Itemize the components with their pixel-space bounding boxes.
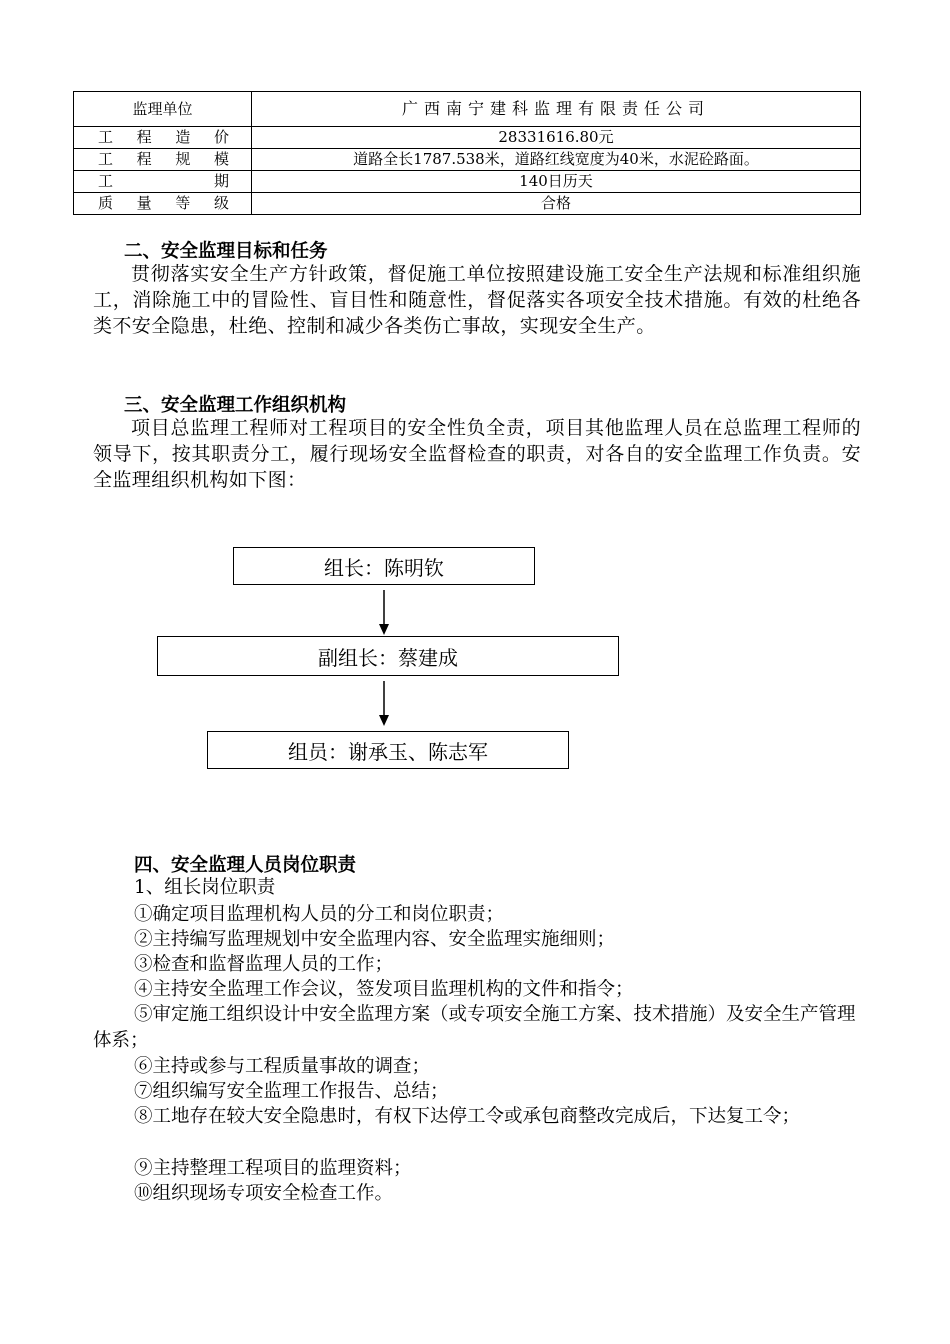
label-char: 程 xyxy=(136,128,152,146)
label-char: 价 xyxy=(213,128,229,146)
label-char: 量 xyxy=(136,194,152,212)
row-label xyxy=(74,127,252,149)
table-row xyxy=(74,149,861,171)
row-value: 140日历天 xyxy=(252,171,861,193)
label-char: 造 xyxy=(175,128,191,146)
org-leader-label: 组长：陈明钦 xyxy=(324,555,444,580)
row-label xyxy=(74,171,252,193)
row-value: 合格 xyxy=(252,193,861,215)
label-char: 模 xyxy=(213,150,229,168)
org-deputy-box xyxy=(157,636,619,676)
table-row xyxy=(74,171,861,193)
section-2-heading: 二、安全监理目标和任务 xyxy=(124,241,328,262)
org-deputy-label: 副组长：蔡建成 xyxy=(318,645,458,670)
project-info-table xyxy=(73,91,861,215)
down-arrow-icon xyxy=(376,681,392,727)
label-char: 工 xyxy=(98,128,114,146)
label-char: 质 xyxy=(98,194,114,212)
down-arrow-icon xyxy=(376,590,392,636)
duty-item: ①确定项目监理机构人员的分工和岗位职责； xyxy=(134,904,505,925)
section-3-body: 项目总监理工程师对工程项目的安全性负全责，项目其他监理人员在总监理工程师的领导下，按其职责分工，履行现场安全监督检查的职责，对各自的安全监理工作负责。安全监理组织机构如下图： xyxy=(93,417,861,491)
table-row xyxy=(74,127,861,149)
label-char: 规 xyxy=(175,150,191,168)
row-label: 监理单位 xyxy=(74,92,252,127)
row-label xyxy=(74,149,252,171)
org-leader-box xyxy=(233,547,535,585)
row-value: 广西南宁建科监理有限责任公司 xyxy=(252,92,861,127)
table-row xyxy=(74,193,861,215)
duty-item: ⑩组织现场专项安全检查工作。 xyxy=(134,1183,394,1204)
org-members-box xyxy=(207,731,569,769)
section-2-body: 贯彻落实安全生产方针政策，督促施工单位按照建设施工安全生产法规和标准组织施工，消除施工中的冒险性、盲目性和随意性，督促落实各项安全技术措施。有效的杜绝各类不安全隐患，杜绝、控制和减少各类伤亡事故，实现安全生产。 xyxy=(93,263,861,337)
label-char: 等 xyxy=(175,194,191,212)
duty-item: ⑧工地存在较大安全隐患时，有权下达停工令或承包商整改完成后，下达复工令； xyxy=(134,1106,801,1127)
table-row xyxy=(74,92,861,127)
duty-item: ⑥主持或参与工程质量事故的调查； xyxy=(134,1056,431,1077)
org-members-label: 组员：谢承玉、陈志军 xyxy=(288,739,488,764)
label-char: 工 xyxy=(98,172,114,190)
label-char: 级 xyxy=(213,194,229,212)
label-char: 工 xyxy=(98,150,114,168)
row-label xyxy=(74,193,252,215)
duty-item: ⑦组织编写安全监理工作报告、总结； xyxy=(134,1081,449,1102)
row-value: 道路全长1787.538米，道路红线宽度为40米，水泥砼路面。 xyxy=(252,149,861,171)
duty-item: ⑨主持整理工程项目的监理资料； xyxy=(134,1158,412,1179)
section-3-heading: 三、安全监理工作组织机构 xyxy=(124,395,347,416)
label-char: 程 xyxy=(136,150,152,168)
duty-item: ④主持安全监理工作会议，签发项目监理机构的文件和指令； xyxy=(134,979,634,1000)
duty-item: ③检查和监督监理人员的工作； xyxy=(134,954,394,975)
duty-item: ⑤审定施工组织设计中安全监理方案（或专项安全施工方案、技术措施）及安全生产管理体系； xyxy=(93,1004,856,1051)
duty-item: ②主持编写监理规划中安全监理内容、安全监理实施细则； xyxy=(134,929,616,950)
row-value: 28331616.80元 xyxy=(252,127,861,149)
section-4-heading: 四、安全监理人员岗位职责 xyxy=(134,855,357,876)
label-char: 期 xyxy=(213,172,229,190)
section-4-subheading: 1、组长岗位职责 xyxy=(134,877,276,898)
